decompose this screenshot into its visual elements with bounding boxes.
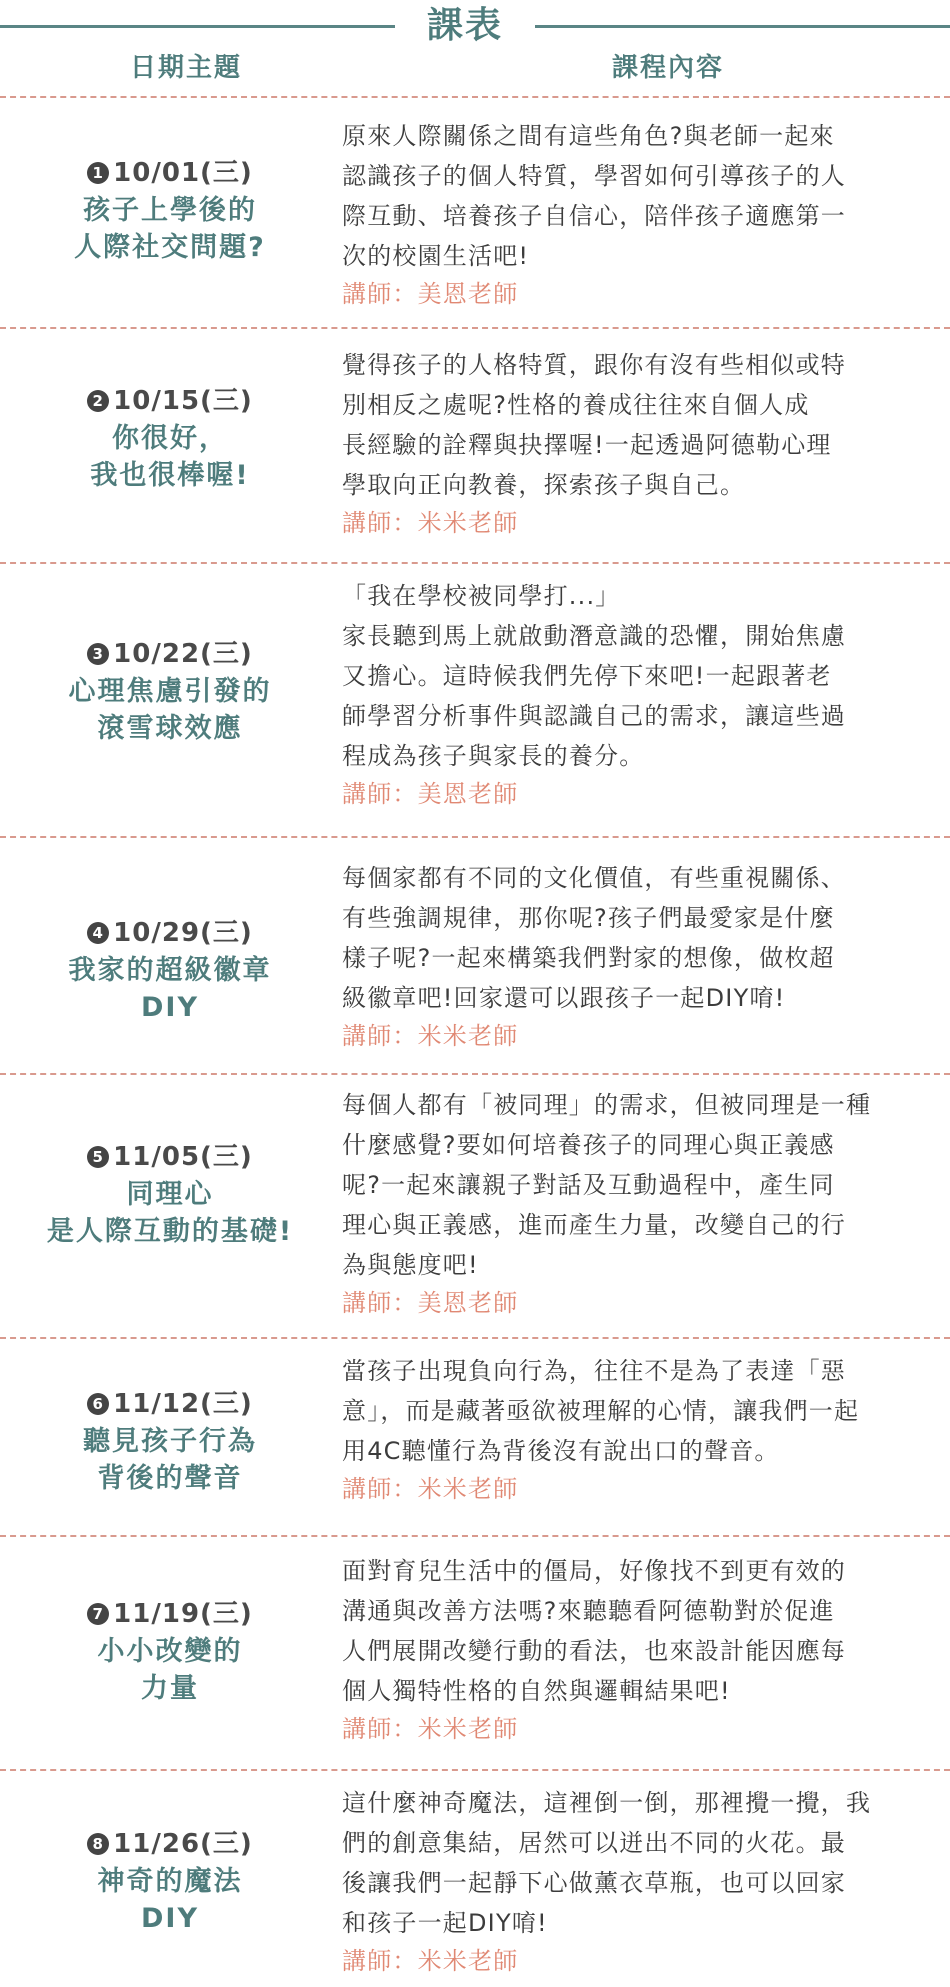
session-row xyxy=(0,1535,950,1769)
desc-line: 次的校園生活吧! xyxy=(342,242,530,270)
desc-line: 程成為孩子與家長的養分。 xyxy=(342,742,645,770)
session-date-text: 11/12(三) xyxy=(113,1389,253,1419)
column-headers xyxy=(0,48,950,94)
desc-line: 認識孩子的個人特質，學習如何引導孩子的人 xyxy=(342,162,846,190)
session-topic-line: 心理焦慮引發的 xyxy=(68,676,272,707)
session-date xyxy=(0,914,340,952)
session-topic-line: 我家的超級徽章 xyxy=(68,955,272,986)
content-cell xyxy=(342,576,917,812)
desc-line: 樣子呢?一起來構築我們對家的想像，做枚超 xyxy=(342,944,835,972)
desc-line: 為與態度吧! xyxy=(342,1251,479,1279)
session-row xyxy=(0,1073,950,1337)
session-row xyxy=(0,836,950,1073)
date-topic-cell xyxy=(0,1385,340,1497)
session-row xyxy=(0,1769,950,1987)
session-topic-line: 同理心 xyxy=(126,1179,214,1210)
session-date xyxy=(0,1385,340,1423)
desc-line: 和孩子一起DIY唷! xyxy=(342,1909,548,1937)
session-topic-line: 人際社交問題? xyxy=(74,232,266,263)
session-number-badge: 7 xyxy=(87,1603,109,1625)
desc-line: 意」，而是藏著亟欲被理解的心情，讓我們一起 xyxy=(342,1397,860,1425)
session-topic-line: 小小改變的 xyxy=(97,1636,243,1667)
date-topic-cell xyxy=(0,154,340,266)
date-topic-header: 日期主題 xyxy=(130,53,243,83)
teacher-label: 講師：米米老師 xyxy=(342,1022,519,1050)
session-date xyxy=(0,382,340,420)
session-number-badge: 1 xyxy=(87,162,109,184)
session-number-badge: 3 xyxy=(87,643,109,665)
date-topic-cell xyxy=(0,1138,340,1250)
page-title: 課表 xyxy=(426,5,503,46)
session-number-badge: 2 xyxy=(87,390,109,412)
teacher-label: 講師：米米老師 xyxy=(342,1947,519,1975)
date-topic-cell xyxy=(0,1595,340,1707)
content-cell xyxy=(342,1351,917,1507)
session-row xyxy=(0,327,950,562)
desc-line: 「我在學校被同學打...」 xyxy=(342,582,621,610)
desc-line: 個人獨特性格的自然與邏輯結果吧! xyxy=(342,1677,731,1705)
teacher-label: 講師：米米老師 xyxy=(342,1475,519,1503)
title-line-left xyxy=(0,25,395,28)
desc-line: 原來人際關係之間有這些角色?與老師一起來 xyxy=(342,122,835,150)
session-date-text: 11/26(三) xyxy=(113,1829,253,1859)
session-date xyxy=(0,1595,340,1633)
session-topic-line: DIY xyxy=(140,1903,199,1934)
session-date-text: 10/29(三) xyxy=(113,918,253,948)
desc-line: 際互動、培養孩子自信心，陪伴孩子適應第一 xyxy=(342,202,846,230)
session-row xyxy=(0,96,950,327)
desc-line: 每個人都有「被同理」的需求，但被同理是一種 xyxy=(342,1091,872,1119)
desc-line: 長經驗的詮釋與抉擇喔!一起透過阿德勒心理 xyxy=(342,431,832,459)
desc-line: 當孩子出現負向行為，往往不是為了表達「惡 xyxy=(342,1357,846,1385)
content-cell xyxy=(342,1085,917,1321)
teacher-label: 講師：美恩老師 xyxy=(342,1289,519,1317)
content-cell xyxy=(342,1551,917,1747)
teacher-label: 講師：美恩老師 xyxy=(342,280,519,308)
session-topic-line: 滾雪球效應 xyxy=(97,713,243,744)
date-topic-cell xyxy=(0,635,340,747)
session-date-text: 11/05(三) xyxy=(113,1142,253,1172)
session-row xyxy=(0,1337,950,1535)
session-date-text: 10/15(三) xyxy=(113,386,253,416)
title-row xyxy=(0,0,950,48)
title-line-right xyxy=(535,25,950,28)
session-topic-line: 是人際互動的基礎! xyxy=(46,1216,294,1247)
session-topic-line: DIY xyxy=(140,992,199,1023)
session-date-text: 11/19(三) xyxy=(113,1599,253,1629)
desc-line: 學取向正向教養，探索孩子與自己。 xyxy=(342,471,746,499)
desc-line: 們的創意集結，居然可以迸出不同的火花。最 xyxy=(342,1829,846,1857)
session-number-badge: 5 xyxy=(87,1146,109,1168)
session-date xyxy=(0,1138,340,1176)
session-number-badge: 6 xyxy=(87,1393,109,1415)
desc-line: 覺得孩子的人格特質，跟你有沒有些相似或特 xyxy=(342,351,846,379)
session-topic-line: 神奇的魔法 xyxy=(97,1866,243,1897)
desc-line: 師學習分析事件與認識自己的需求，讓這些過 xyxy=(342,702,846,730)
desc-line: 面對育兒生活中的僵局，好像找不到更有效的 xyxy=(342,1557,846,1585)
desc-line: 又擔心。這時候我們先停下來吧!一起跟著老 xyxy=(342,662,832,690)
session-date-text: 10/01(三) xyxy=(113,158,253,188)
date-topic-cell xyxy=(0,1825,340,1937)
session-date xyxy=(0,635,340,673)
desc-line: 家長聽到馬上就啟動潛意識的恐懼，開始焦慮 xyxy=(342,622,846,650)
desc-line: 別相反之處呢?性格的養成往往來自個人成 xyxy=(342,391,810,419)
teacher-label: 講師：美恩老師 xyxy=(342,780,519,808)
desc-line: 每個家都有不同的文化價值，有些重視關係、 xyxy=(342,864,846,892)
desc-line: 有些強調規律，那你呢?孩子們最愛家是什麼 xyxy=(342,904,835,932)
session-topic-line: 聽見孩子行為 xyxy=(83,1426,257,1457)
session-date xyxy=(0,1825,340,1863)
session-date xyxy=(0,154,340,192)
content-cell xyxy=(342,345,917,541)
session-topic-line: 孩子上學後的 xyxy=(83,195,257,226)
desc-line: 人們展開改變行動的看法，也來設計能因應每 xyxy=(342,1637,846,1665)
desc-line: 溝通與改善方法嗎?來聽聽看阿德勒對於促進 xyxy=(342,1597,835,1625)
session-row xyxy=(0,562,950,836)
teacher-label: 講師：米米老師 xyxy=(342,1715,519,1743)
content-cell xyxy=(342,858,917,1054)
desc-line: 呢?一起來讓親子對話及互動過程中，產生同 xyxy=(342,1171,835,1199)
session-topic-line: 背後的聲音 xyxy=(97,1463,243,1494)
session-topic-line: 我也很棒喔! xyxy=(90,460,250,491)
date-topic-cell xyxy=(0,382,340,494)
desc-line: 理心與正義感，進而產生力量，改變自己的行 xyxy=(342,1211,846,1239)
session-topic-line: 力量 xyxy=(141,1673,199,1704)
session-topic-line: 你很好， xyxy=(112,423,228,454)
teacher-label: 講師：米米老師 xyxy=(342,509,519,537)
date-topic-cell xyxy=(0,914,340,1026)
desc-line: 這什麼神奇魔法，這裡倒一倒，那裡攪一攪，我 xyxy=(342,1789,872,1817)
desc-line: 級徽章吧!回家還可以跟孩子一起DIY唷! xyxy=(342,984,786,1012)
session-number-badge: 8 xyxy=(87,1833,109,1855)
desc-line: 用4C聽懂行為背後沒有說出口的聲音。 xyxy=(342,1437,780,1465)
session-number-badge: 4 xyxy=(87,922,109,944)
session-date-text: 10/22(三) xyxy=(113,639,253,669)
desc-line: 什麼感覺?要如何培養孩子的同理心與正義感 xyxy=(342,1131,835,1159)
content-cell xyxy=(342,1783,917,1979)
desc-line: 後讓我們一起靜下心做薰衣草瓶，也可以回家 xyxy=(342,1869,846,1897)
content-cell xyxy=(342,116,917,312)
course-content-header: 課程內容 xyxy=(612,53,725,83)
